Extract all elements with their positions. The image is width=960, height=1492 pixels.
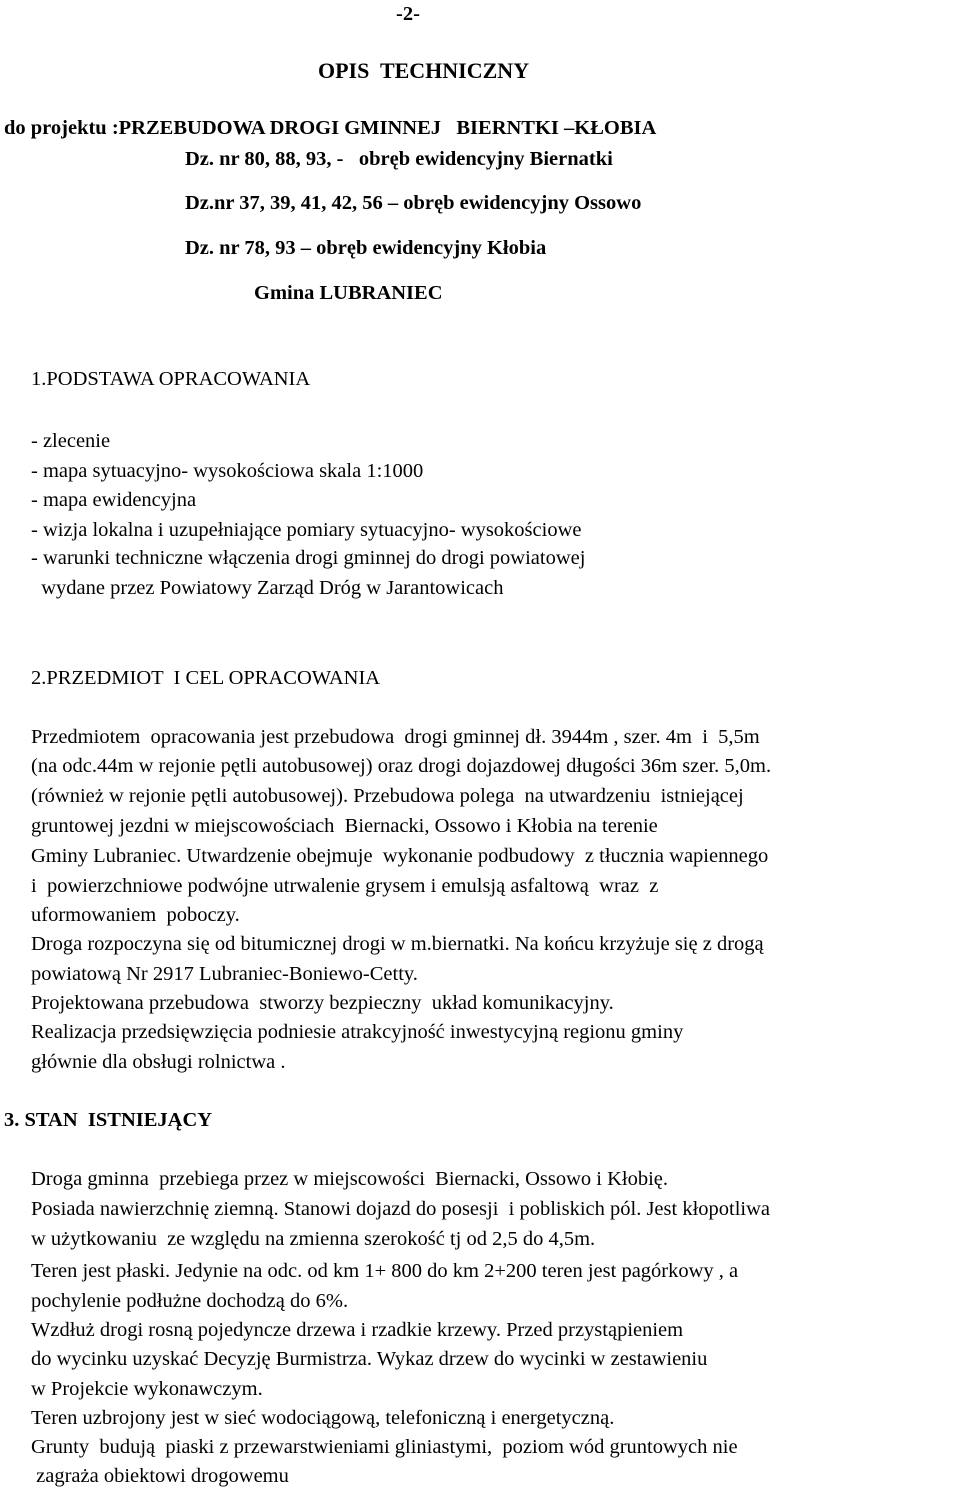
- section-3-line: Teren uzbrojony jest w sieć wodociągową, telefoniczną i energetyczną.: [31, 1407, 615, 1429]
- section-2-line: Przedmiotem opracowania jest przebudowa drogi gminnej dł. 3944m , szer. 4m i 5,5m: [31, 726, 760, 748]
- project-line: Dz. nr 78, 93 – obręb ewidencyjny Kłobia: [185, 237, 547, 259]
- section-2-line: uformowaniem poboczy.: [31, 904, 240, 926]
- section-3-line: Teren jest płaski. Jedynie na odc. od km 1+ 800 do km 2+200 teren jest pagórkowy , a: [31, 1260, 739, 1282]
- section-1-item: - wizja lokalna i uzupełniające pomiary sytuacyjno- wysokościowe: [31, 519, 582, 541]
- section-3-line: do wycinku uzyskać Decyzję Burmistrza. Wykaz drzew do wycinki w zestawieniu: [31, 1348, 708, 1370]
- project-line: Dz. nr 80, 88, 93, - obręb ewidencyjny Biernatki: [185, 148, 613, 170]
- section-2-line: Realizacja przedsięwzięcia podniesie atrakcyjność inwestycyjną regionu gminy: [31, 1021, 684, 1043]
- section-3-line: pochylenie podłużne dochodzą do 6%.: [31, 1290, 349, 1312]
- section-1-item: wydane przez Powiatowy Zarząd Dróg w Jarantowicach: [31, 577, 504, 599]
- section-1-heading: 1.PODSTAWA OPRACOWANIA: [31, 368, 311, 390]
- page-number: -2-: [396, 3, 420, 25]
- section-1-item: - zlecenie: [31, 430, 111, 452]
- document-title: OPIS TECHNICZNY: [318, 58, 530, 83]
- section-2-line: gruntowej jezdni w miejscowościach Biernacki, Ossowo i Kłobia na terenie: [31, 815, 658, 837]
- section-2-line: Droga rozpoczyna się od bitumicznej drogi w m.biernatki. Na końcu krzyżuje się z drogą: [31, 933, 764, 955]
- section-1-item: - mapa ewidencyjna: [31, 489, 197, 511]
- section-3-line: Droga gminna przebiega przez w miejscowości Biernacki, Ossowo i Kłobię.: [31, 1168, 669, 1190]
- section-3-line: Posiada nawierzchnię ziemną. Stanowi dojazd do posesji i pobliskich pól. Jest kłopotliwa: [31, 1198, 771, 1220]
- section-3-heading: 3. STAN ISTNIEJĄCY: [4, 1109, 213, 1131]
- section-2-line: Projektowana przebudowa stworzy bezpieczny układ komunikacyjny.: [31, 992, 614, 1014]
- section-3-line: Grunty budują piaski z przewarstwieniami gliniastymi, poziom wód gruntowych nie: [31, 1436, 738, 1458]
- section-3-line: Wzdłuż drogi rosną pojedyncze drzewa i rzadkie krzewy. Przed przystąpieniem: [31, 1319, 684, 1341]
- project-line: Gmina LUBRANIEC: [254, 282, 443, 304]
- section-1-item: - mapa sytuacyjno- wysokościowa skala 1:1000: [31, 460, 424, 482]
- section-2-line: i powierzchniowe podwójne utrwalenie grysem i emulsją asfaltową wraz z: [31, 875, 659, 897]
- project-line: Dz.nr 37, 39, 41, 42, 56 – obręb ewidencyjny Ossowo: [185, 192, 642, 214]
- project-line: do projektu :PRZEBUDOWA DROGI GMINNEJ BIERNTKI –KŁOBIA: [4, 117, 657, 139]
- section-2-line: (na odc.44m w rejonie pętli autobusowej) oraz drogi dojazdowej długości 36m szer. 5,0m.: [31, 755, 772, 777]
- section-1-item: - warunki techniczne włączenia drogi gminnej do drogi powiatowej: [31, 547, 586, 569]
- section-3-line: w Projekcie wykonawczym.: [31, 1378, 263, 1400]
- section-3-line: w użytkowaniu ze względu na zmienna szerokość tj od 2,5 do 4,5m.: [31, 1228, 596, 1250]
- section-2-heading: 2.PRZEDMIOT I CEL OPRACOWANIA: [31, 667, 381, 689]
- section-2-line: Gminy Lubraniec. Utwardzenie obejmuje wykonanie podbudowy z tłucznia wapiennego: [31, 845, 769, 867]
- section-2-line: głównie dla obsługi rolnictwa .: [31, 1051, 286, 1073]
- section-2-line: powiatową Nr 2917 Lubraniec-Boniewo-Cetty.: [31, 963, 418, 985]
- section-2-line: (również w rejonie pętli autobusowej). Przebudowa polega na utwardzeniu istniejącej: [31, 785, 744, 807]
- section-3-line: zagraża obiektowi drogowemu: [31, 1465, 289, 1487]
